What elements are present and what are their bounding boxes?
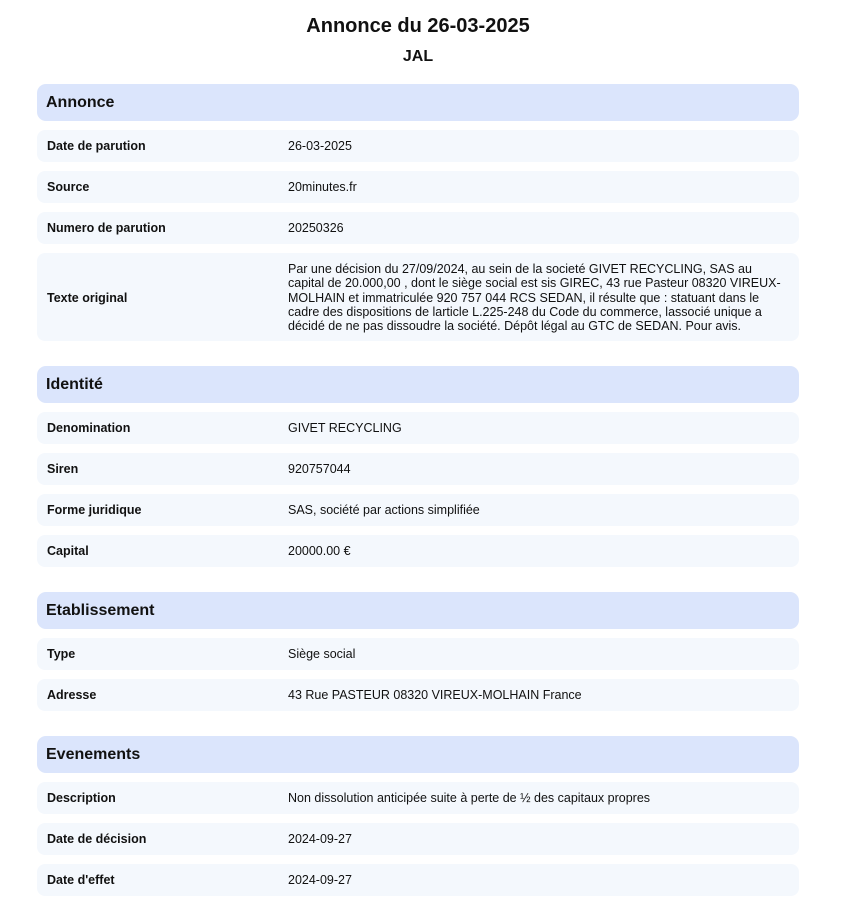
field-row-description — [37, 782, 799, 814]
field-label: Texte original — [47, 290, 128, 305]
field-label: Type — [47, 647, 76, 662]
field-value: 2024-09-27 — [288, 832, 352, 847]
field-value: SAS, société par actions simplifiée — [288, 503, 480, 518]
field-row-capital — [37, 535, 799, 567]
field-row-forme-juridique — [37, 494, 799, 526]
field-row-date-effet — [37, 864, 799, 896]
field-value: 920757044 — [288, 462, 351, 477]
field-value: Par une décision du 27/09/2024, au sein de la societé GIVET RECYCLING, SAS au capital de 20.000,00 , dont le siège social est sis GIREC, 43 rue Pasteur 08320 VIREUX-MOLHAIN et immatriculée 920 757 044 RCS SEDAN, il résulte que : statuant dans le cadre des dispositions de larticle L.225-248 du Code du commerce, lassocié unique a décidé de ne pas dissoudre la société. Dépôt légal au GTC de SEDAN. Pour avis. — [288, 262, 781, 334]
field-label: Capital — [47, 544, 89, 559]
field-row-adresse — [37, 679, 799, 711]
field-row-siren — [37, 453, 799, 485]
section-identite — [37, 366, 799, 567]
field-value: Non dissolution anticipée suite à perte de ½ des capitaux propres — [288, 791, 651, 806]
section-header: Annonce — [37, 84, 799, 121]
field-value: 20000.00 € — [288, 544, 351, 559]
field-value: Siège social — [288, 647, 356, 662]
section-header: Etablissement — [37, 592, 799, 629]
field-row-source — [37, 171, 799, 203]
section-etablissement — [37, 592, 799, 711]
field-label: Source — [47, 180, 90, 194]
field-row-denomination — [37, 412, 799, 444]
field-row-numero-parution — [37, 212, 799, 244]
field-row-date-parution — [37, 130, 799, 162]
page-subtitle: JAL — [402, 48, 434, 65]
field-label: Date de décision — [47, 832, 147, 847]
section-annonce — [37, 84, 799, 341]
field-label: Date de parution — [47, 139, 146, 153]
field-row-type — [37, 638, 799, 670]
field-label: Denomination — [47, 421, 131, 436]
document-page — [37, 0, 799, 905]
field-value: 26-03-2025 — [288, 138, 352, 153]
section-evenements — [37, 736, 799, 896]
field-label: Numero de parution — [47, 221, 166, 235]
section-header: Evenements — [37, 736, 799, 773]
field-value: 20minutes.fr — [288, 179, 357, 194]
field-label: Date d'effet — [47, 873, 115, 888]
field-label: Description — [47, 791, 116, 806]
field-label: Forme juridique — [47, 503, 142, 518]
field-row-texte-original — [37, 253, 799, 341]
page-title: Annonce du 26-03-2025 — [306, 15, 530, 37]
field-value: 20250326 — [288, 220, 344, 235]
field-value: 43 Rue PASTEUR 08320 VIREUX-MOLHAIN France — [288, 688, 582, 703]
field-value: GIVET RECYCLING — [288, 421, 402, 436]
field-label: Adresse — [47, 688, 97, 703]
field-row-date-decision — [37, 823, 799, 855]
section-header: Identité — [37, 366, 799, 403]
field-label: Siren — [47, 462, 79, 477]
field-value: 2024-09-27 — [288, 873, 352, 888]
